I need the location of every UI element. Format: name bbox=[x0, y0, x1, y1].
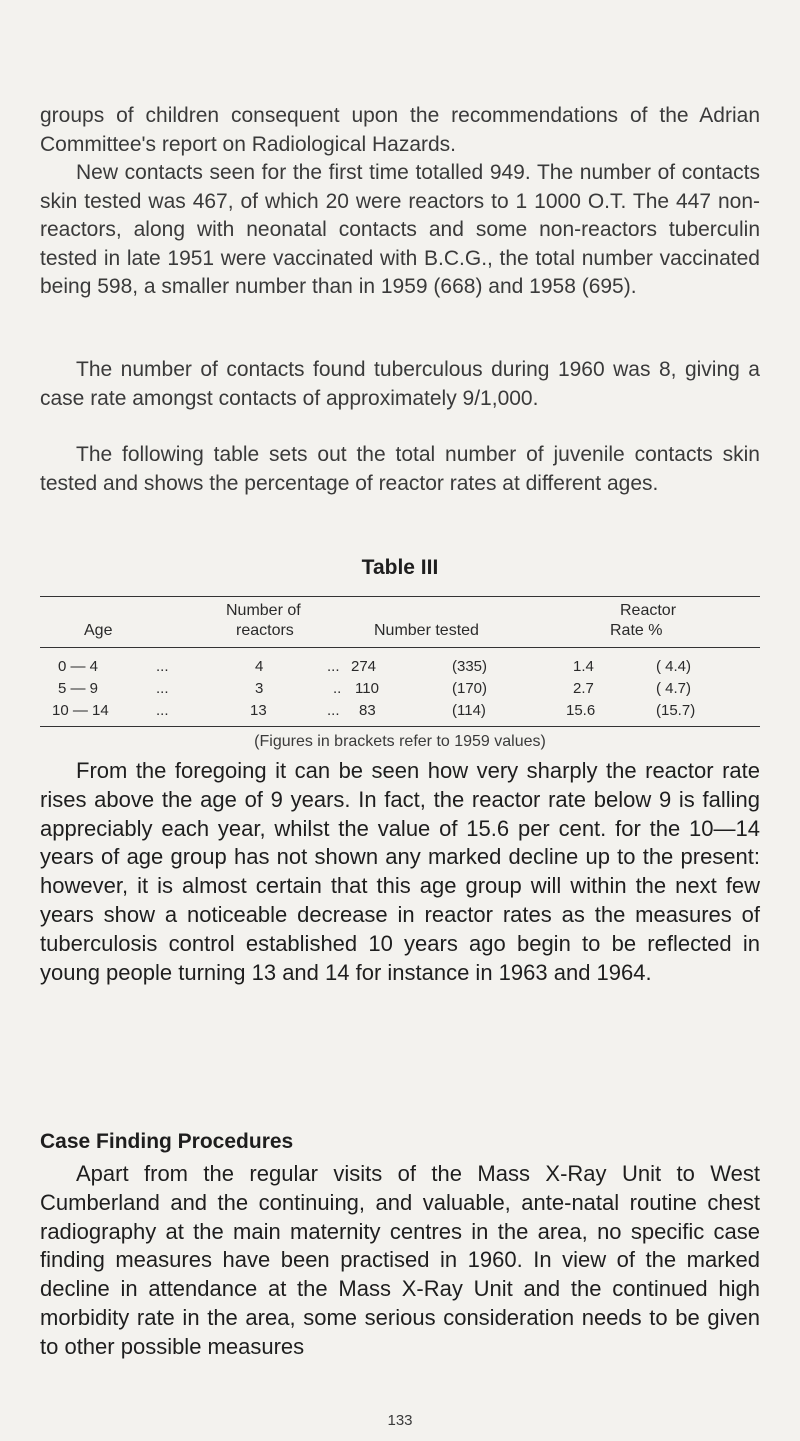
section-heading: Case Finding Procedures bbox=[40, 1130, 294, 1153]
cell-number-tested: 110 bbox=[355, 680, 379, 697]
paragraph-new-contacts: New contacts seen for the first time totalled 949. The number of contacts skin tested was 467, of which 20 were reactors to 1 1000 O.T. The 447 non-reactors, along with neonatal contacts and some non-reactors tuberculin tested in late 1951 were vaccinated with B.C.G., the total number vaccinated being 598, a smaller number than in 1959 (668) and 1958 (695). bbox=[40, 161, 760, 299]
leader-dots: ... bbox=[156, 702, 169, 719]
cell-age: 0 — 4 bbox=[58, 658, 99, 675]
cell-reactor-rate: 15.6 bbox=[566, 702, 596, 719]
cell-number-tested-1959: (335) bbox=[452, 658, 488, 675]
leader-dots: ... bbox=[156, 680, 169, 697]
cell-reactor-rate-1959: (15.7) bbox=[656, 702, 696, 719]
cell-age: 10 — 14 bbox=[52, 702, 109, 719]
table-caption: (Figures in brackets refer to 1959 values) bbox=[254, 733, 546, 750]
cell-reactors: 13 bbox=[250, 702, 267, 719]
header-rate-line1: Reactor bbox=[620, 602, 677, 619]
header-reactors-line1: Number of bbox=[226, 602, 301, 619]
leader-dots: ... bbox=[327, 702, 340, 719]
leader-dots: .. bbox=[333, 680, 342, 697]
paragraph-reactor-rate-analysis: From the foregoing it can be seen how very sharply the reactor rate rises above the age of 9 years. In fact, the reactor rate below 9 is falling appreciably each year, whilst the value of 15.6 per cent. for the 10—14 years of age group has not shown any marked decline up to the present: however, it is almost certain that this age group will within the next few years show a noticeable decrease in reactor rates as the measures of tuberculosis control established 10 years ago begin to be reflected in young people turning 13 and 14 for instance in 1963 and 1964. bbox=[40, 758, 760, 985]
table-top-rule bbox=[40, 596, 760, 597]
paragraph-tuberculous-contacts: The number of contacts found tuberculous during 1960 was 8, giving a case rate amongst contacts of approximately 9/1,000. bbox=[40, 358, 760, 410]
table-bottom-rule bbox=[40, 726, 760, 727]
leader-dots: ... bbox=[156, 658, 169, 675]
paragraph-case-finding: Apart from the regular visits of the Mass X-Ray Unit to West Cumberland and the continuing, and valuable, ante-natal routine chest radiography at the main maternity centres in the area, no specific case finding measures have been practised in 1960. In view of the marked decline in attendance at the Mass X-Ray Unit and the continued high morbidity rate in the area, some serious consideration needs to be given to other possible measures bbox=[40, 1161, 760, 1359]
header-age: Age bbox=[84, 622, 113, 639]
paragraph-adrian-committee: groups of children consequent upon the recommendations of the Adrian Committee's report on Radiological Hazards. bbox=[40, 104, 760, 156]
cell-age: 5 — 9 bbox=[58, 680, 99, 697]
table-title: Table III bbox=[361, 556, 439, 579]
cell-number-tested: 83 bbox=[359, 702, 376, 719]
cell-number-tested: 274 bbox=[351, 658, 377, 675]
cell-reactor-rate-1959: ( 4.7) bbox=[656, 680, 692, 697]
header-reactors-line2: reactors bbox=[236, 622, 294, 639]
header-rate-line2: Rate % bbox=[610, 622, 663, 639]
page-number: 133 bbox=[387, 1412, 413, 1429]
header-number-tested: Number tested bbox=[374, 622, 479, 639]
table-header-rule bbox=[40, 647, 760, 648]
cell-number-tested-1959: (114) bbox=[452, 702, 486, 719]
cell-reactor-rate: 2.7 bbox=[573, 680, 594, 697]
cell-reactors: 3 bbox=[255, 680, 264, 697]
paragraph-table-intro: The following table sets out the total number of juvenile contacts skin tested and shows the percentage of reactor rates at different ages. bbox=[40, 443, 760, 495]
leader-dots: ... bbox=[327, 658, 340, 675]
cell-number-tested-1959: (170) bbox=[452, 680, 488, 697]
cell-reactors: 4 bbox=[255, 658, 264, 675]
cell-reactor-rate-1959: ( 4.4) bbox=[656, 658, 692, 675]
cell-reactor-rate: 1.4 bbox=[573, 658, 594, 675]
